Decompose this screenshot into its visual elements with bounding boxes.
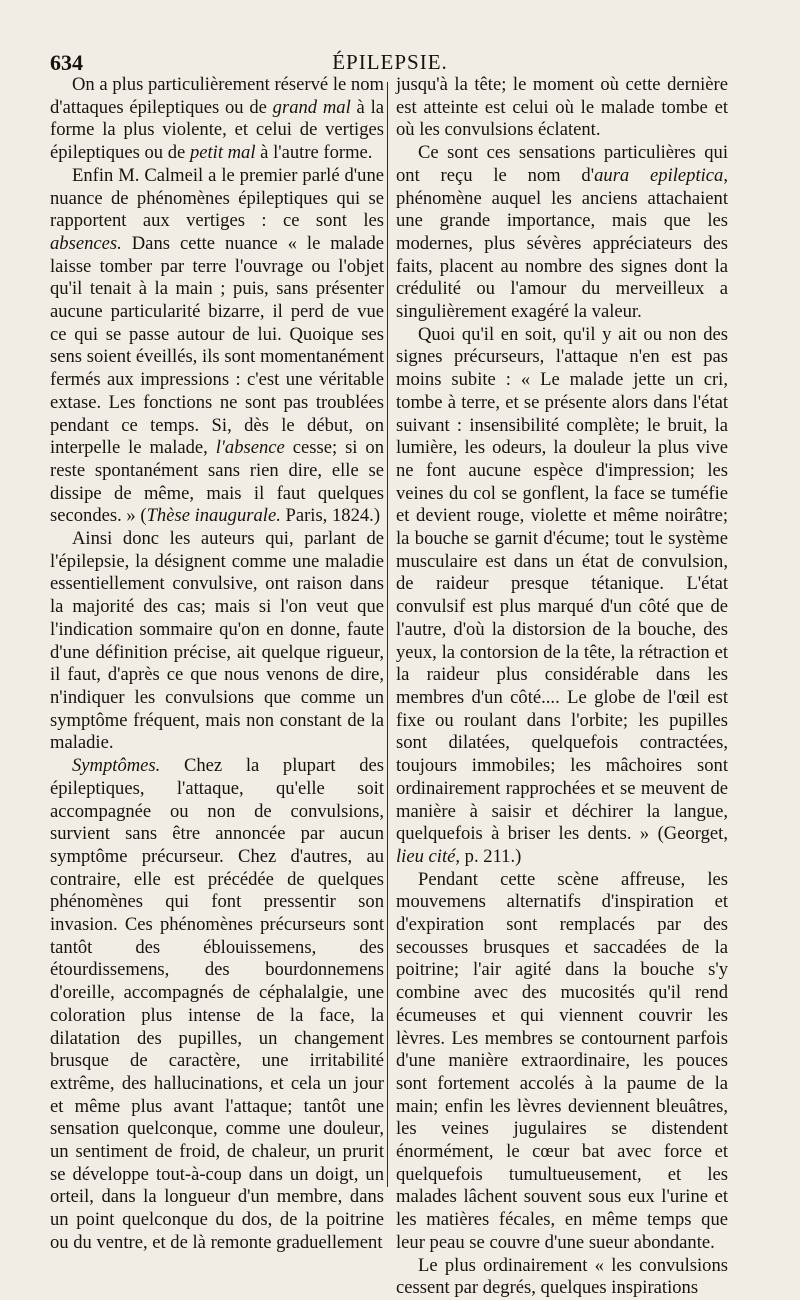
italic-text: Thèse inaugurale.	[146, 505, 281, 527]
text-run: Ce sont ces sensations particulières qui ont reçu le nom d'	[396, 142, 728, 186]
text-run: Le plus ordinairement « les convulsions cessent par degrés, quelques inspirations	[396, 1254, 728, 1299]
text-run: Enfin M. Calmeil a le premier parlé d'une nuance de phénomènes épileptiques qui se rapportent aux vertiges : ce sont les	[50, 164, 384, 232]
text-run: , p. 211.)	[455, 845, 522, 867]
column-divider	[387, 82, 388, 1187]
running-title: ÉPILEPSIE.	[332, 50, 448, 74]
italic-text: grand mal	[272, 96, 351, 118]
italic-text: l'absence	[215, 437, 285, 459]
text-run: On a plus particulièrement réservé le nom d'attaques épileptiques ou de	[50, 74, 384, 118]
paragraph	[50, 755, 384, 1254]
right-column	[396, 74, 728, 1300]
italic-text: Symptômes.	[72, 755, 161, 777]
text-run: , phénomène auquel les anciens attachaient une grande importance, mais que les modernes, plus sévères appréciateurs des faits, placent au nombre des signes dont la crédulité ou l'amour du merveilleux a singulièrement exagéré la valeur.	[396, 164, 728, 323]
text-run: Dans cette nuance « le malade laisse tomber par terre l'ouvrage ou l'objet qu'il tenait à la main ; puis, sans présenter aucune particularité bizarre, il perd de vue ce qui se passe autour de lui. Quoique ses sens soient éveillés, ils sont momentanément fermés aux impressions : c'est une véritable extase. Les fonctions ne sont pas troublées pendant ce temps. Si, dès le début, on interpelle le malade,	[50, 232, 384, 459]
paragraph	[396, 142, 728, 324]
text-run: à la forme la plus violente, et celui de vertiges épileptiques ou de	[50, 96, 384, 164]
italic-text: lieu cité	[396, 845, 456, 867]
text-run: Quoi qu'il en soit, qu'il y ait ou non des signes précurseurs, l'attaque n'en est pas moins subite : « Le malade jette un cri, tombe à terre, et se présente alors dans l'état suivant : insensibilité complète; le bruit, la lumière, les odeurs, la douleur la plus vive ne font aucune espèce d'impression; les veines du col se gonflent, la face se tuméfie et devient rouge, violette et même noirâtre; la bouche se garnit d'écume; tout le système musculaire est dans un état de convulsion, de raideur presque tétanique. L'état convulsif est plus marqué d'un côté que de l'autre, d'où la distorsion de la bouche, des yeux, la contorsion de la tête, la rétraction et la raideur plus considérable dans les membres d'un côté.... Le globe de l'œil est fixe ou roulant dans l'orbite; les pupilles sont dilatées, quelquefois contractées, toujours immobiles; les mâchoires sont ordinairement rapprochées et se meuvent de manière à saisir et déchirer la langue, quelquefois à briser les dents. » (Georget,	[396, 323, 728, 845]
left-column	[50, 74, 384, 1255]
text-run: Paris, 1824.)	[280, 505, 381, 527]
page-number: 634	[50, 50, 83, 75]
paragraph	[50, 165, 384, 528]
paragraph	[396, 1255, 728, 1300]
text-run: cesse; si on reste spontanément sans rien dire, elle se dissipe de même, mais il faut quelques secondes. » (	[50, 437, 384, 527]
text-run: à l'autre forme.	[255, 142, 373, 164]
italic-text: absences.	[50, 232, 122, 254]
paragraph	[396, 324, 728, 869]
text-run: jusqu'à la tête; le moment où cette dernière est atteinte est celui où le malade tombe et où les convulsions éclatent.	[396, 74, 728, 141]
paragraph	[396, 869, 728, 1255]
italic-text: aura epileptica	[594, 164, 724, 186]
paragraph	[50, 528, 384, 755]
text-run: Chez la plupart des épileptiques, l'attaque, qu'elle soit accompagnée ou non de convulsions, survient sans être annoncée par aucun symptôme précurseur. Chez d'autres, au contraire, elle est précédée de quelques phénomènes qui font pressentir son invasion. Ces phénomènes précurseurs sont tantôt des éblouissemens, des étourdissemens, des bourdonnemens d'oreille, accompagnés de céphalalgie, une coloration plus intense de la face, la dilatation des pupilles, un changement brusque de caractère, une irritabilité extrême, des hallucinations, et cela un jour et même plus avant l'attaque; tantôt une sensation quelconque, comme une douleur, un sentiment de froid, de chaleur, un prurit se développe tout-à-coup dans un doigt, un orteil, dans la longueur d'un membre, dans un point quelconque du dos, de la poitrine ou du ventre, et de là remonte graduellement	[50, 755, 384, 1253]
paragraph	[396, 74, 728, 142]
text-run: Ainsi donc les auteurs qui, parlant de l'épilepsie, la désignent comme une maladie essentiellement convulsive, ont raison dans la majorité des cas; mais si l'on veut que l'indication sommaire qu'on en donne, faute d'une définition précise, ait quelque rigueur, il faut, d'après ce que nous venons de dire, n'indiquer les convulsions que comme un symptôme fréquent, mais non constant de la maladie.	[50, 528, 384, 754]
paragraph	[50, 74, 384, 165]
italic-text: petit mal	[189, 142, 256, 164]
text-run: Pendant cette scène affreuse, les mouvemens alternatifs d'inspiration et d'expiration sont remplacés par des secousses brusques et saccadées de la poitrine; l'air agité dans la bouche s'y combine avec des mucosités qu'il rend écumeuses et qui viennent couvrir les lèvres. Les membres se contournent parfois d'une manière extraordinaire, les pouces sont fortement accolés à la paume de la main; enfin les lèvres deviennent bleuâtres, les veines jugulaires se distendent énormément, le cœur bat avec force et quelquefois tumultueusement, et les malades lâchent souvent sous eux l'urine et les matières fécales, en même temps que leur peau se couvre d'une sueur abondante.	[396, 868, 728, 1253]
